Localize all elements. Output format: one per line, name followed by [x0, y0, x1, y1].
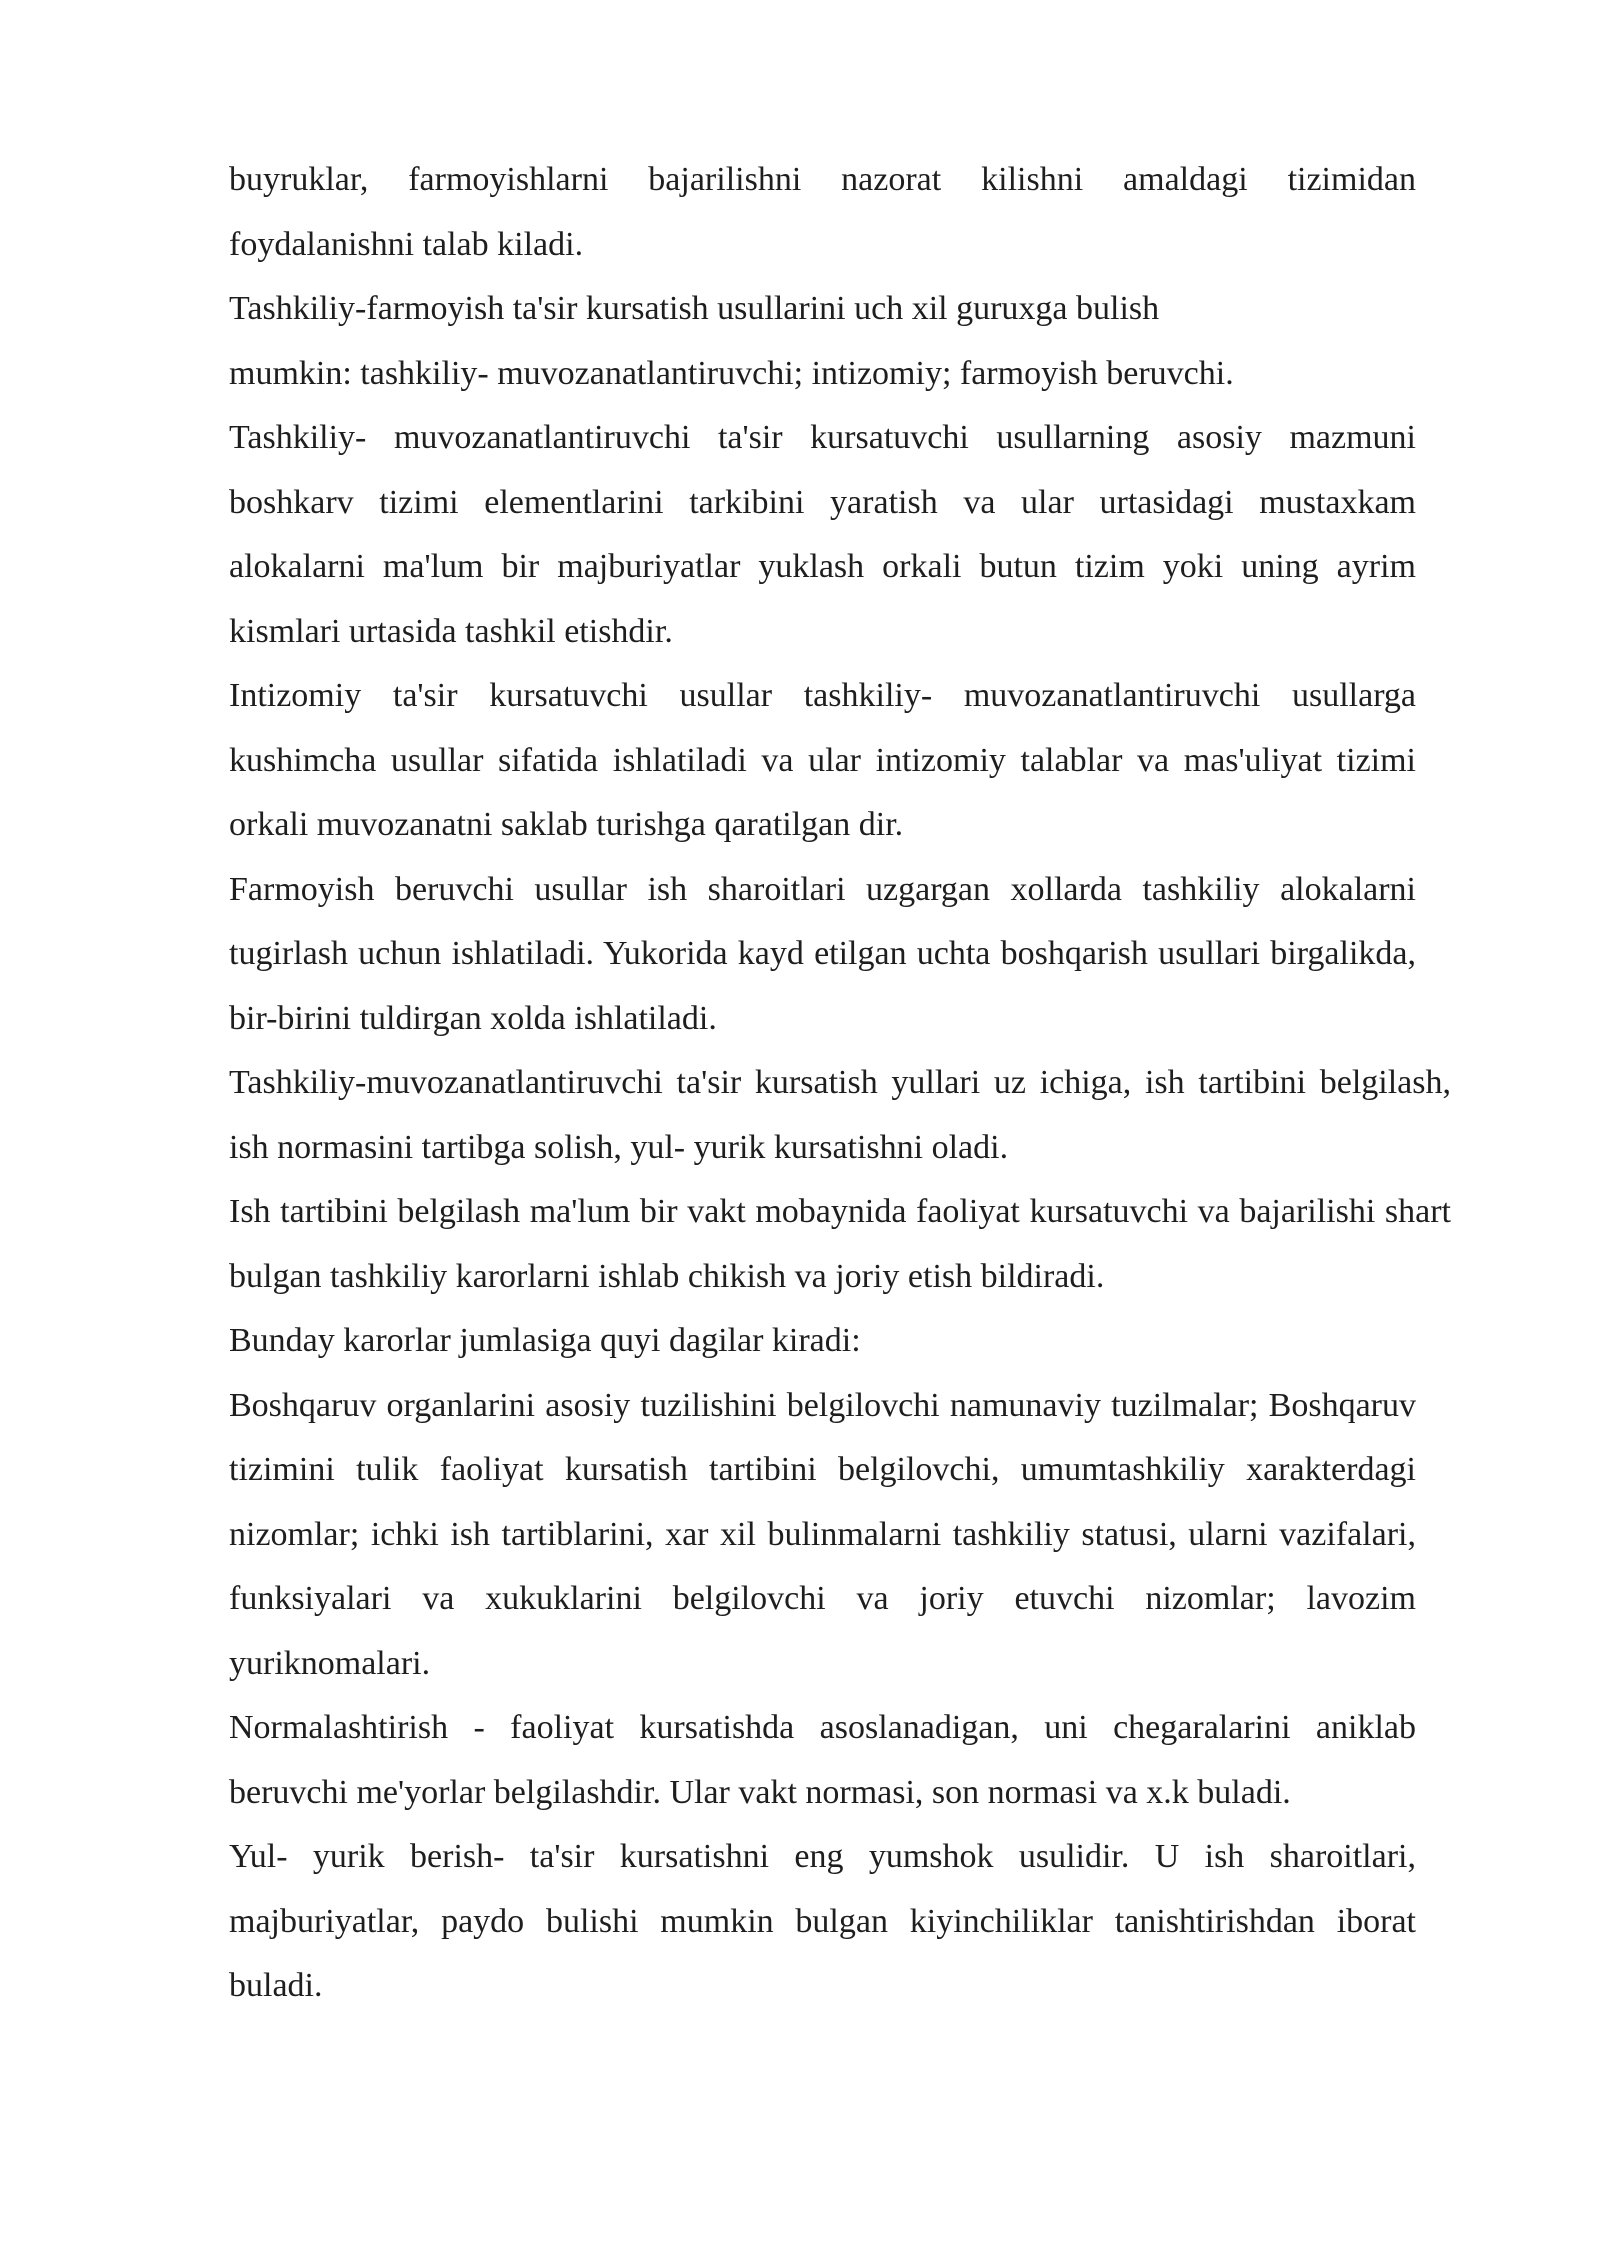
paragraph-11: Normalashtirish - faoliyat kursatishda asoslanadigan, uni chegaralarini aniklab beruvchi me'yorlar belgilashdir. Ular vakt normasi, son normasi va x.k buladi.: [229, 1709, 1416, 1811]
paragraph-4: Tashkiliy- muvozanatlantiruvchi ta'sir kursatuvchi usullarning asosiy mazmuni boshkarv tizimi elementlarini tarkibini yaratish va ular urtasidagi mustaxkam alokalarni ma'lum bir majburiyatlar yuklash orkali butun tizim yoki uning ayrim kismlari urtasida tashkil etishdir.: [229, 419, 1416, 650]
paragraph-5: Intizomiy ta'sir kursatuvchi usullar tashkiliy- muvozanatlantiruvchi usullarga kushimcha usullar sifatida ishlatiladi va ular intizomiy talablar va mas'uliyat tizimi orkali muvozanatni saklab turishga qaratilgan dir.: [229, 677, 1416, 843]
paragraph-6: Farmoyish beruvchi usullar ish sharoitlari uzgargan xollarda tashkiliy alokalarni tugirlash uchun ishlatiladi. Yukorida kayd etilgan uchta boshqarish usullari birgalikda, bir-birini tuldirgan xolda ishlatiladi.: [229, 870, 1416, 1037]
paragraph-12: Yul- yurik berish- ta'sir kursatishni eng yumshok usulidir. U ish sharoitlari, majburiyatlar, paydo bulishi mumkin bulgan kiyinchiliklar tanishtirishdan iborat buladi.: [229, 1838, 1416, 2004]
paragraph-8: Ish tartibini belgilash ma'lum bir vakt mobaynida faoliyat kursatuvchi va bajarilishi shart bulgan tashkiliy karorlarni ishlab chikish va joriy etish bildiradi.: [229, 1193, 1451, 1295]
paragraph-10: Boshqaruv organlarini asosiy tuzilishini belgilovchi namunaviy tuzilmalar; Boshqaruv tizimini tulik faoliyat kursatish tartibini belgilovchi, umumtashkiliy xarakterdagi nizomlar; ichki ish tartiblarini, xar xil bulinmalarni tashkiliy statusi, ularni vazifalari, funksiyalari va xukuklarini belgilovchi va joriy etuvchi nizomlar; lavozim yuriknomalari.: [229, 1386, 1416, 1682]
paragraph-9: Bunday karorlar jumlasiga quyi dagilar kiradi:: [229, 1322, 861, 1359]
document-body: [229, 148, 1451, 2019]
paragraph-7: Tashkiliy-muvozanatlantiruvchi ta'sir kursatish yullari uz ichiga, ish tartibini belgilash, ish normasini tartibga solish, yul- yurik kursatishni oladi.: [229, 1064, 1451, 1166]
paragraph-3: mumkin: tashkiliy- muvozanatlantiruvchi; intizomiy; farmoyish beruvchi.: [229, 354, 1234, 392]
paragraph-2: Tashkiliy-farmoyish ta'sir kursatish usullarini uch xil guruxga bulish: [229, 290, 1160, 327]
paragraph-1: buyruklar, farmoyishlarni bajarilishni nazorat kilishni amaldagi tizimidan foydalanishni talab kiladi.: [229, 161, 1416, 263]
